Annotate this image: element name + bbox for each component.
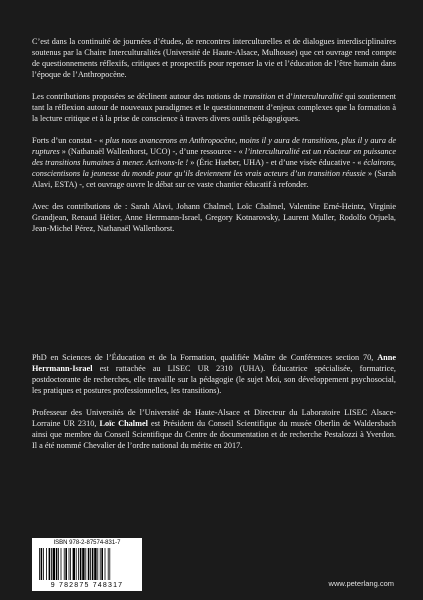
term-interculturalite: interculturalité [292,92,343,101]
quotes-paragraph [32,135,396,190]
contributors-paragraph: Avec des contributions de : Sarah Alavi, Johann Chalmel, Loïc Chalmel, Valentine Erné-Heintz, Virginie Grandjean, Renaud Hétier, Anne Herrmann-Israel, Gregory Kotnarovsky, Laurent Muller, Rodolfo Orjuela, Jean-Michel Pérez, Nathanaël Wallenhorst. [32,202,396,233]
author-name: Loïc Chalmel [99,419,148,428]
quote-alavi: éclairons, conscientisons la jeunesse du monde pour qu’ils deviennent les vrais acteurs d’un transition réussie [32,158,396,178]
isbn-label: ISBN 978-2-87574-831-7 [53,540,121,546]
text-run: PhD en Sciences de l’Éducation et de la Formation, qualifiée Maître de Conférences section 70, [32,353,378,362]
barcode-bar [92,548,94,580]
barcode-bar [85,548,86,580]
text-run: qui soutiennent tant la réflexion autour de nouveaux paradigmes et le questionnement d’enjeux complexes que la formation à la lecture critique et à la prise de conscience à travers divers outils pédagogiques. [32,92,397,123]
barcode-bar [49,548,51,580]
barcode-bar [108,548,109,580]
barcode-bar [100,548,101,580]
barcode-bar [39,548,40,580]
barcode-bar [78,548,79,580]
author-name: Anne Herrmann-Israel [32,353,396,373]
barcode-bars [39,548,135,580]
intro-paragraph: C’est dans la continuité de journées d’études, de rencontres interculturelles et de dialogues interdisciplinaires soutenus par la Chaire Interculturalités (Université de Haute-Alsace, Mulhouse) que cet ouvrage rend compte de questionnements réflexifs, critiques et prospectifs pour repenser la vie et l’éducation de l’être humain dans l’époque de l’Anthropocène. [32,37,396,79]
barcode-bar [51,548,52,580]
barcode-bar [73,548,75,580]
bio-anne-herrmann-israel [32,352,396,396]
barcode-bar [41,548,43,580]
barcode-bar [65,548,67,580]
text-run: et d’ [275,92,293,101]
barcode-bar [82,548,84,580]
barcode-bar [69,548,70,580]
quote-wallenhorst: plus nous avancerons en Anthropocène, moins il y aura de transitions, plus il y aura de ruptures [32,136,396,156]
barcode-bar [94,548,96,580]
barcode-bar [97,548,98,580]
barcode-bar [88,548,90,580]
barcode-bar [105,548,106,580]
bio-loic-chalmel [32,407,396,451]
barcode-bar [70,548,71,580]
barcode-bar [46,548,47,580]
text-run: est Président du Conseil Scientifique du musée Oberlin de Waldersbach ainsi que membre du Conseil Scientifique du Centre de documentation et de recherche Pestalozzi à Yverdon. Il a été nommé Chevalier de l’ordre national du mérite en 2017. [32,419,396,450]
barcode-bar [43,548,44,580]
barcode-bar [109,548,110,580]
barcode-bar [64,548,65,580]
text-run: » (Sarah Alavi, ESTA) -, cet ouvrage ouvre le débat sur ce vaste chantier éducatif à refonder. [32,169,396,189]
quote-hueber: l’interculturalité est un réacteur en puissance des transitions humaines à mener. Activons-le ! [32,147,396,167]
blurb-section [32,36,396,234]
barcode-digits: 9 782875 748317 [50,582,124,589]
author-bios [32,352,396,451]
publisher-url: www.peterlang.com [328,579,394,588]
barcode-bar [56,548,58,580]
text-run: Forts d’un constat - « [32,136,106,145]
text-run: » (Nathanaël Wallenhorst, UCO) -, d’une ressource - « [59,147,245,156]
text-run: Les contributions proposées se déclinent autour des notions de [32,92,244,101]
barcode-bar [53,548,55,580]
barcode-bar [101,548,103,580]
isbn-barcode [32,538,142,591]
barcode-bar [76,548,77,580]
contributions-paragraph [32,91,396,124]
barcode-bar [90,548,91,580]
text-run: Professeur des Universités de l’Université de Haute-Alsace et Directeur du Laboratoire LISEC Alsace-Lorraine UR 2310, [32,408,396,428]
barcode-bar [61,548,62,580]
barcode-bar [80,548,82,580]
term-transition: transition [243,92,276,101]
barcode-bar [58,548,59,580]
text-run: est rattachée au LISEC UR 2310 (UHA). Éducatrice spécialisée, formatrice, postdoctorante de recherches, elle travaille sur la pédagogie (le sujet Moi, son développement psychosocial, les pratiques et postures professionnelles, les transitions). [32,364,396,395]
text-run: » (Éric Hueber, UHA) - et d’une visée éducative - « [188,158,364,167]
